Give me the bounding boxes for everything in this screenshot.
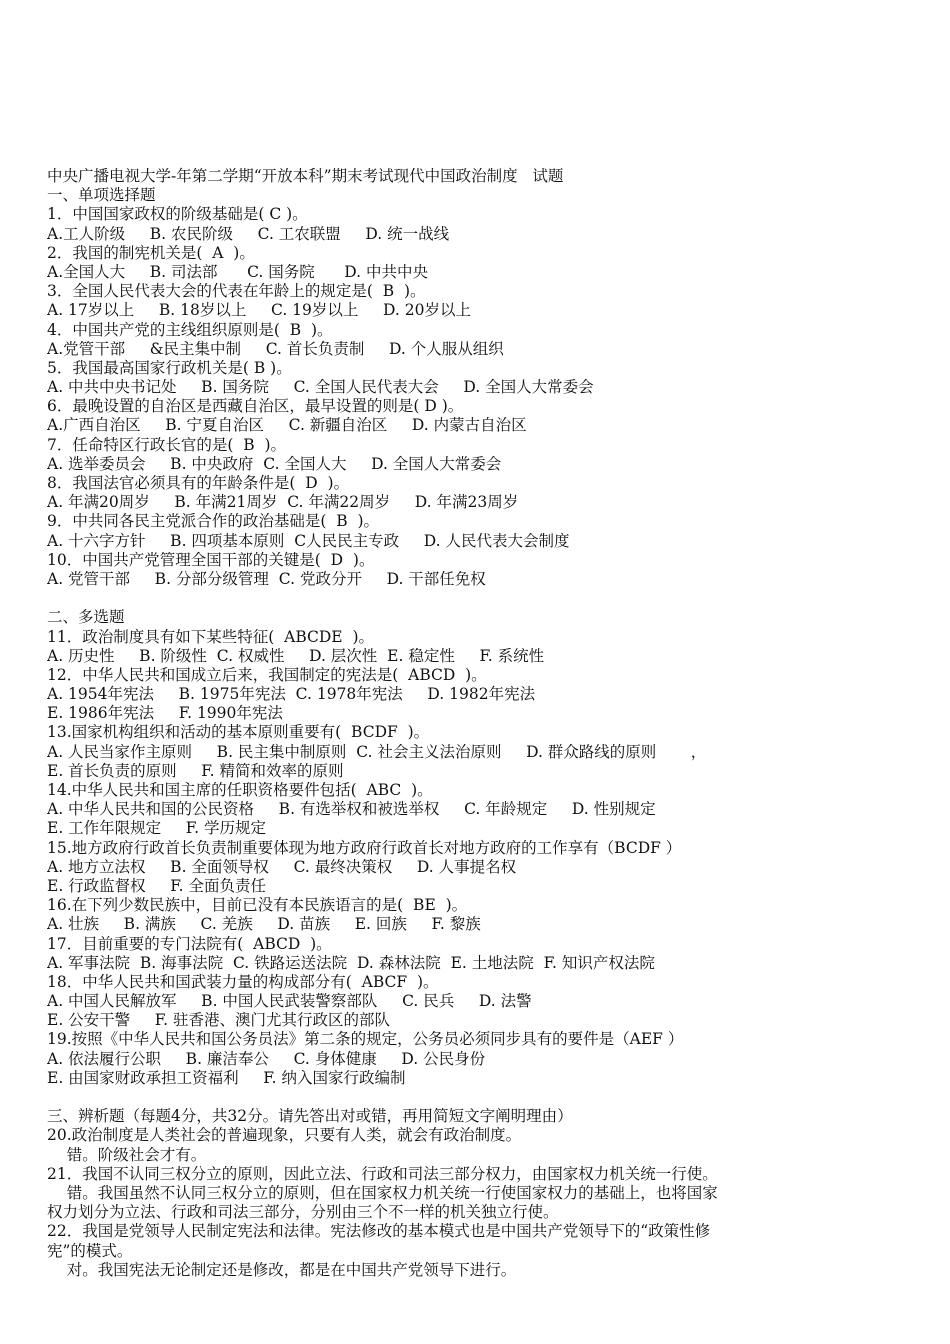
text-line: A. 中华人民共和国的公民资格 B. 有选举权和被选举权 C. 年龄规定 D. 性别规定: [47, 800, 656, 819]
blank-line: [47, 589, 917, 608]
text-line: 二、多选题: [47, 608, 125, 627]
text-line: E. 首长负责的原则 F. 精简和效率的原则: [47, 761, 344, 780]
text-line: A.广西自治区 B. 宁夏自治区 C. 新疆自治区 D. 内蒙古自治区: [47, 416, 527, 435]
text-line: E. 由国家财政承担工资福利 F. 纳入国家行政编制: [47, 1068, 406, 1087]
text-line: 5．我国最高国家行政机关是( B )。: [47, 358, 292, 377]
text-line: A.党管干部 &民主集中制 C. 首长负责制 D. 个人服从组织: [47, 339, 504, 358]
text-line: 4．中国共产党的主线组织原则是( B )。: [47, 320, 333, 339]
text-line: 中央广播电视大学-年第二学期“开放本科”期末考试现代中国政治制度 试题: [47, 167, 564, 185]
text-line: E. 公安干警 F. 驻香港、澳门尤其行政区的部队: [47, 1011, 390, 1030]
text-line: 错。阶级社会才有。: [47, 1145, 207, 1164]
text-line: A. 军事法院 B. 海事法院 C. 铁路运送法院 D. 森林法院 E. 土地法院 F. 知识产权法院: [47, 953, 655, 972]
text-line: 17．目前重要的专门法院有( ABCD )。: [47, 934, 332, 953]
exam-document: [47, 167, 917, 1280]
text-line: 15.地方政府行政首长负责制重要体现为地方政府行政首长对地方政府的工作享有（BCDF ）: [47, 838, 682, 857]
text-line: A. 依法履行公职 B. 廉洁奉公 C. 身体健康 D. 公民身份: [47, 1049, 486, 1068]
text-line: 14.中华人民共和国主席的任职资格要件包括( ABC )。: [47, 781, 433, 799]
text-line: 20.政治制度是人类社会的普遍现象，只要有人类，就会有政治制度。: [47, 1126, 522, 1145]
text-line: A. 壮族 B. 满族 C. 羌族 D. 苗族 E. 回族 F. 黎族: [47, 915, 481, 934]
text-line: 宪”的模式。: [47, 1241, 133, 1260]
text-line: 19.按照《中华人民共和国公务员法》第二条的规定，公务员必须同步具有的要件是（AEF ）: [47, 1030, 684, 1049]
text-line: 一、单项选择题: [47, 186, 156, 205]
text-line: 错。我国虽然不认同三权分立的原则，但在国家权力机关统一行使国家权力的基础上，也将国家: [47, 1183, 718, 1202]
text-line: A.全国人大 B. 司法部 C. 国务院 D. 中共中央: [47, 262, 429, 281]
text-line: A. 中国人民解放军 B. 中国人民武装警察部队 C. 民兵 D. 法警: [47, 992, 532, 1011]
text-line: 13.国家机构组织和活动的基本原则重要有( BCDF )。: [47, 723, 430, 742]
text-line: A.工人阶级 B. 农民阶级 C. 工农联盟 D. 统一战线: [47, 224, 450, 243]
text-line: A. 党管干部 B. 分部分级管理 C. 党政分开 D. 干部任免权: [47, 569, 486, 588]
text-line: 7．任命特区行政长官的是( B )。: [47, 435, 287, 454]
text-line: E. 行政监督权 F. 全面负责任: [47, 876, 266, 895]
text-line: 10．中国共产党管理全国干部的关键是( D )。: [47, 550, 375, 569]
text-line: A. 选举委员会 B. 中央政府 C. 全国人大 D. 全国人大常委会: [47, 454, 502, 473]
text-line: 11．政治制度具有如下某些特征( ABCDE )。: [47, 627, 374, 646]
text-line: E. 工作年限规定 F. 学历规定: [47, 819, 266, 838]
text-line: 8．我国法官必须具有的年龄条件是( D )。: [47, 474, 350, 492]
text-line: A. 年满20周岁 B. 年满21周岁 C. 年满22周岁 D. 年满23周岁: [47, 493, 519, 512]
text-line: E. 1986年宪法 F. 1990年宪法: [47, 704, 283, 723]
text-line: A. 历史性 B. 阶级性 C. 权威性 D. 层次性 E. 稳定性 F. 系统性: [47, 646, 545, 665]
text-line: 对。我国宪法无论制定还是修改，都是在中国共产党领导下进行。: [47, 1260, 517, 1279]
text-line: 21．我国不认同三权分立的原则，因此立法、行政和司法三部分权力，由国家权力机关统一行使。: [47, 1164, 718, 1183]
text-line: A. 人民当家作主原则 B. 民主集中制原则 C. 社会主义法治原则 D. 群众路线的原则 ，: [47, 742, 707, 761]
blank-line: [47, 1088, 917, 1107]
text-line: 1．中国国家政权的阶级基础是( C )。: [47, 205, 308, 224]
text-line: 2．我国的制宪机关是( A )。: [47, 243, 255, 262]
text-line: A. 十六字方针 B. 四项基本原则 C人民民主专政 D. 人民代表大会制度: [47, 531, 570, 550]
text-line: 18．中华人民共和国武装力量的构成部分有( ABCF )。: [47, 972, 439, 991]
text-line: 6．最晚设置的自治区是西藏自治区，最早设置的则是( D )。: [47, 397, 464, 416]
text-line: A. 1954年宪法 B. 1975年宪法 C. 1978年宪法 D. 1982年宪法: [47, 685, 536, 704]
text-line: 3．全国人民代表大会的代表在年龄上的规定是( B )。: [47, 282, 426, 301]
text-line: 三、辨析题（每题4分，共32分。请先答出对或错，再用简短文字阐明理由）: [47, 1107, 573, 1126]
text-line: A. 地方立法权 B. 全面领导权 C. 最终决策权 D. 人事提名权: [47, 857, 517, 876]
text-line: A. 中共中央书记处 B. 国务院 C. 全国人民代表大会 D. 全国人大常委会: [47, 378, 594, 397]
text-line: 权力划分为立法、行政和司法三部分，分别由三个不一样的机关独立行使。: [47, 1203, 559, 1222]
text-line: 9．中共同各民主党派合作的政治基础是( B )。: [47, 512, 380, 531]
text-line: 12．中华人民共和国成立后来，我国制定的宪法是( ABCD )。: [47, 665, 487, 684]
text-line: 16.在下列少数民族中，目前已没有本民族语言的是( BE )。: [47, 896, 468, 915]
text-line: A. 17岁以上 B. 18岁以上 C. 19岁以上 D. 20岁以上: [47, 301, 471, 320]
text-line: 22．我国是党领导人民制定宪法和法律。宪法修改的基本模式也是中国共产党领导下的“政策性修: [47, 1222, 711, 1241]
